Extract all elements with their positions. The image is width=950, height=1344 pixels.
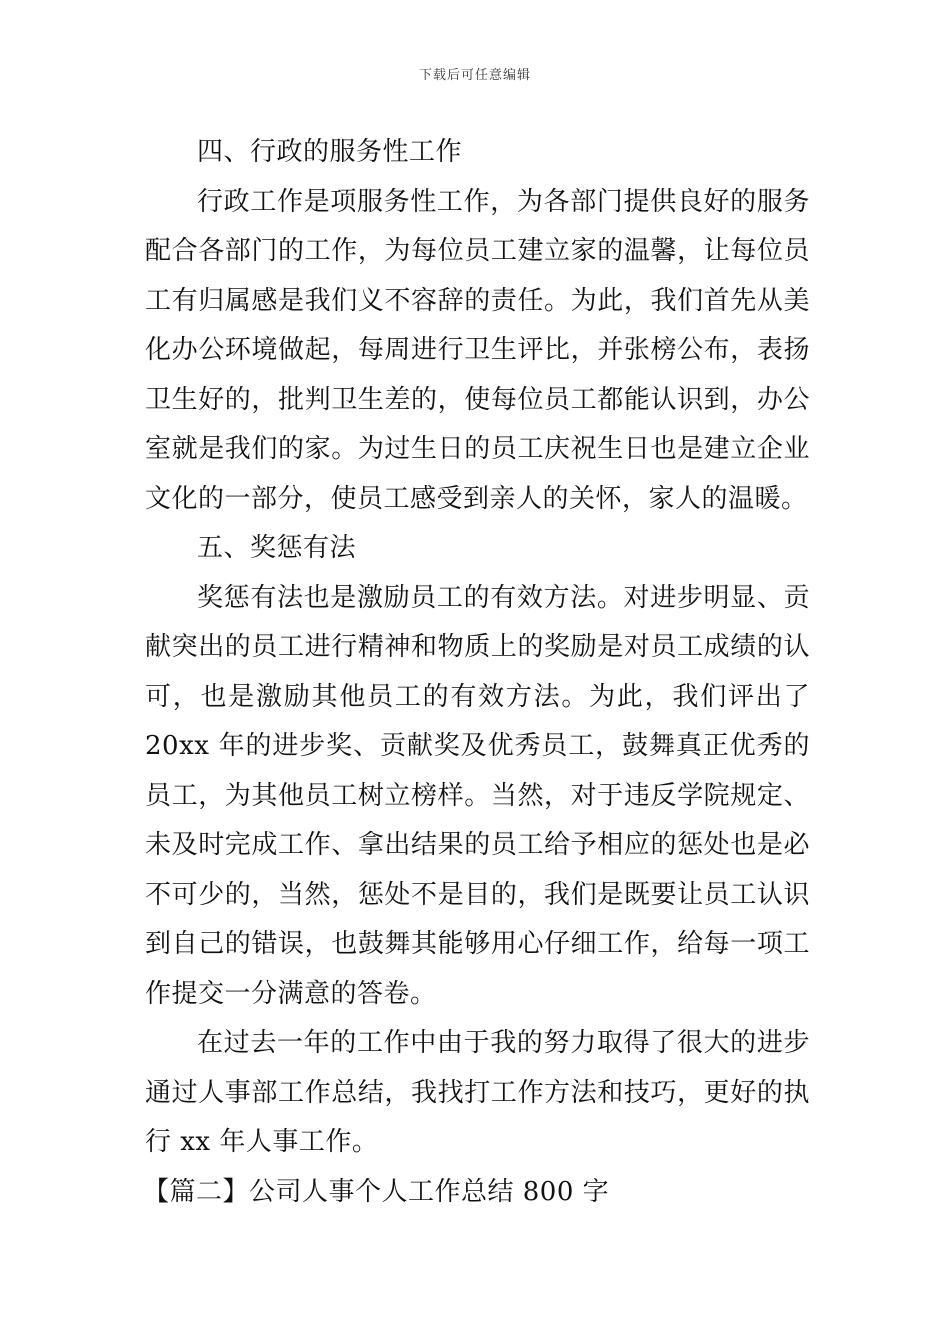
part-two-title: 【篇二】公司人事个人工作总结 800 字: [143, 1176, 610, 1207]
section-heading-5: 五、奖惩有法: [197, 533, 357, 563]
paragraph-summary: 在过去一年的工作中由于我的努力取得了很大的进步通过人事部工作总结，我找打工作方法和技巧，更好的执行 xx 年人事工作。: [145, 1028, 810, 1157]
paragraph-rewards-penalties: 奖惩有法也是激励员工的有效方法。对进步明显、贡献突出的员工进行精神和物质上的奖励是对员工成绩的认可，也是激励其他员工的有效方法。为此，我们评出了20xx 年的进步奖、贡献奖及优秀员工，鼓舞真正优秀的员工，为其他员工树立榜样。当然，对于违反学院规定、未及时完成工作、拿出结果的员工给予相应的惩处也是必不可少的，当然，惩处不是目的，我们是既要让员工认识到自己的错误，也鼓舞其能够用心仔细工作，给每一项工作提交一分满意的答卷。: [145, 582, 810, 1009]
document-body: [145, 128, 810, 1217]
paragraph-service-work: 行政工作是项服务性工作，为各部门提供良好的服务配合各部门的工作，为每位员工建立家的温馨，让每位员工有归属感是我们义不容辞的责任。为此，我们首先从美化办公环境做起，每周进行卫生评比，并张榜公布，表扬卫生好的，批判卫生差的，使每位员工都能认识到，办公室就是我们的家。为过生日的员工庆祝生日也是建立企业文化的一部分，使员工感受到亲人的关怀，家人的温暖。: [145, 186, 810, 514]
page-header: 下载后可任意编辑: [418, 68, 531, 83]
section-heading-4: 四、行政的服务性工作: [197, 137, 463, 167]
